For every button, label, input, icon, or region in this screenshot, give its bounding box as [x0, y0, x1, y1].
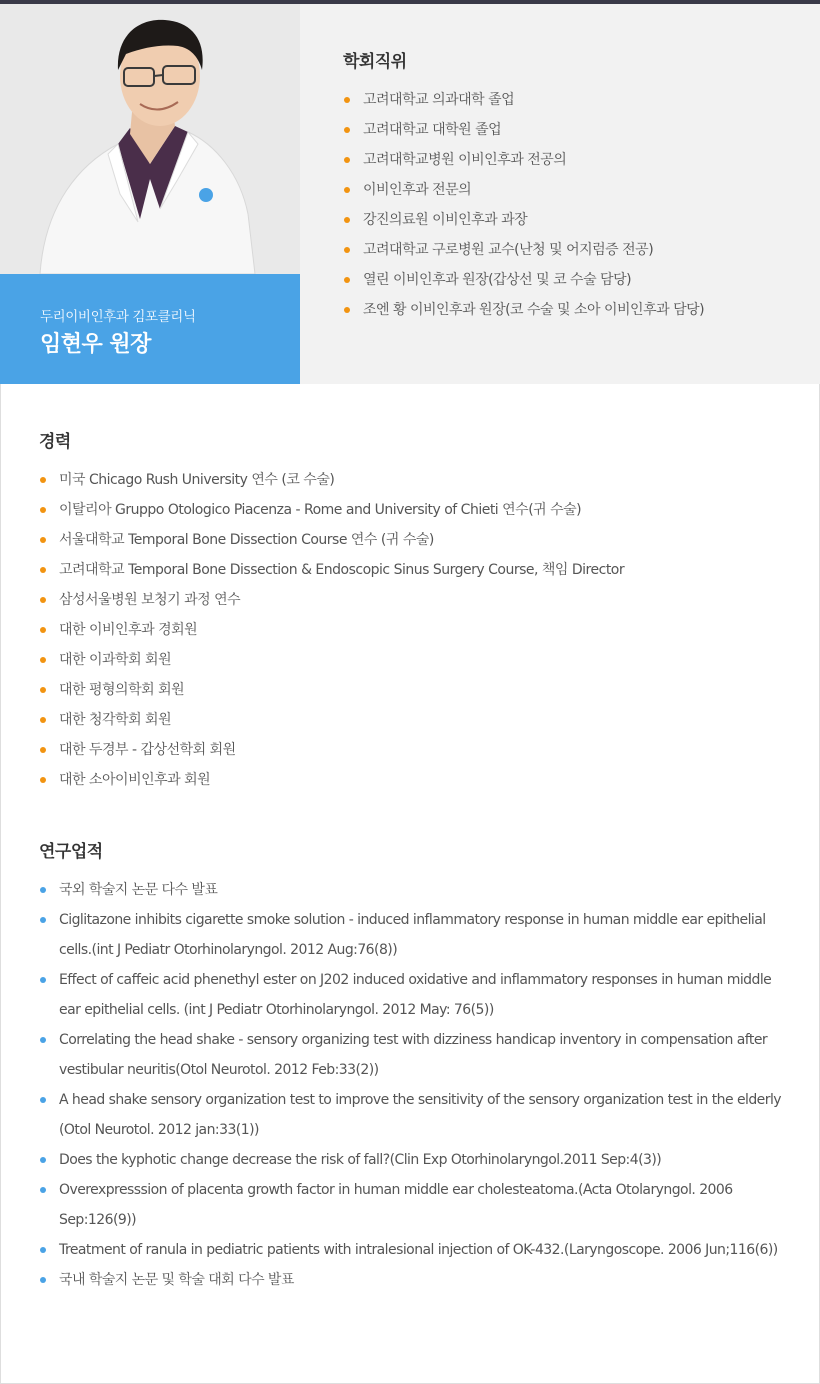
bullet-icon — [40, 887, 46, 893]
bullet-icon — [40, 1097, 46, 1103]
list-item: 국외 학술지 논문 다수 발표 — [40, 875, 785, 905]
list-item: Ciglitazone inhibits cigarette smoke solution - induced inflammatory response in human middle ear epithelial cells.(int J Pediatr Otorhinolaryngol. 2012 Aug:76(8)) — [40, 905, 785, 965]
clinic-name: 두리이비인후과 김포클리닉 — [40, 309, 196, 325]
list-item: 조엔 황 이비인후과 원장(코 수술 및 소아 이비인후과 담당) — [344, 295, 704, 325]
bullet-icon — [40, 1157, 46, 1163]
list-item: Effect of caffeic acid phenethyl ester on J202 induced oxidative and inflammatory responses in human middle ear epithelial cells. (int J Pediatr Otorhinolaryngol. 2012 May: 76(5)) — [40, 965, 785, 1025]
bullet-icon — [344, 277, 350, 283]
bullet-icon — [40, 1187, 46, 1193]
list-item: 삼성서울병원 보청기 과정 연수 — [40, 585, 624, 615]
list-item: 열린 이비인후과 원장(갑상선 및 코 수술 담당) — [344, 265, 704, 295]
list-item: 대한 소아이비인후과 회원 — [40, 765, 624, 795]
doctor-portrait-icon — [0, 4, 300, 274]
list-item: 고려대학교 의과대학 졸업 — [344, 85, 704, 115]
doctor-name-card — [0, 274, 300, 384]
bullet-icon — [40, 507, 46, 513]
list-item: Correlating the head shake - sensory organizing test with dizziness handicap inventory in compensation after vestibular neuritis(Otol Neurotol. 2012 Feb:33(2)) — [40, 1025, 785, 1085]
bullet-icon — [40, 657, 46, 663]
list-item: Does the kyphotic change decrease the risk of fall?(Clin Exp Otorhinolaryngol.2011 Sep:4(3)) — [40, 1145, 785, 1175]
career-title: 경력 — [39, 432, 71, 452]
association-title: 학회직위 — [343, 52, 407, 72]
list-item: 미국 Chicago Rush University 연수 (코 수술) — [40, 465, 624, 495]
list-item: 대한 이비인후과 경회원 — [40, 615, 624, 645]
details-panel — [0, 384, 820, 1384]
list-item: 국내 학술지 논문 및 학술 대회 다수 발표 — [40, 1265, 785, 1295]
profile-header — [0, 4, 820, 384]
list-item: 고려대학교병원 이비인후과 전공의 — [344, 145, 704, 175]
list-item: 이탈리아 Gruppo Otologico Piacenza - Rome and University of Chieti 연수(귀 수술) — [40, 495, 624, 525]
list-item: 고려대학교 구로병원 교수(난청 및 어지럼증 전공) — [344, 235, 704, 265]
list-item: 대한 평형의학회 회원 — [40, 675, 624, 705]
list-item: 고려대학교 Temporal Bone Dissection & Endoscopic Sinus Surgery Course, 책임 Director — [40, 555, 624, 585]
bullet-icon — [344, 217, 350, 223]
bullet-icon — [40, 477, 46, 483]
association-list — [344, 85, 704, 325]
list-item: 이비인후과 전문의 — [344, 175, 704, 205]
research-list — [40, 875, 785, 1295]
bullet-icon — [344, 157, 350, 163]
bullet-icon — [40, 567, 46, 573]
bullet-icon — [40, 1247, 46, 1253]
bullet-icon — [344, 97, 350, 103]
bullet-icon — [40, 597, 46, 603]
bullet-icon — [40, 1037, 46, 1043]
bullet-icon — [40, 687, 46, 693]
bullet-icon — [40, 1277, 46, 1283]
association-section — [300, 4, 820, 384]
bullet-icon — [344, 247, 350, 253]
list-item: 고려대학교 대학원 졸업 — [344, 115, 704, 145]
doctor-name: 임현우 원장 — [40, 332, 151, 357]
bullet-icon — [40, 627, 46, 633]
research-title: 연구업적 — [39, 842, 103, 862]
bullet-icon — [40, 747, 46, 753]
list-item: 대한 이과학회 회원 — [40, 645, 624, 675]
bullet-icon — [344, 127, 350, 133]
bullet-icon — [344, 307, 350, 313]
bullet-icon — [40, 977, 46, 983]
bullet-icon — [40, 717, 46, 723]
list-item: 서울대학교 Temporal Bone Dissection Course 연수 (귀 수술) — [40, 525, 624, 555]
list-item: Treatment of ranula in pediatric patients with intralesional injection of OK-432.(Laryngoscope. 2006 Jun;116(6)) — [40, 1235, 785, 1265]
bullet-icon — [40, 777, 46, 783]
list-item: 강진의료원 이비인후과 과장 — [344, 205, 704, 235]
list-item: A head shake sensory organization test to improve the sensitivity of the sensory organization test in the elderly (Otol Neurotol. 2012 jan:33(1)) — [40, 1085, 785, 1145]
bullet-icon — [40, 917, 46, 923]
career-list — [40, 465, 624, 795]
bullet-icon — [40, 537, 46, 543]
profile-card — [0, 4, 300, 384]
list-item: Overexpresssion of placenta growth factor in human middle ear cholesteatoma.(Acta Otolaryngol. 2006 Sep:126(9)) — [40, 1175, 785, 1235]
list-item: 대한 두경부 - 갑상선학회 회원 — [40, 735, 624, 765]
bullet-icon — [344, 187, 350, 193]
list-item: 대한 청각학회 회원 — [40, 705, 624, 735]
